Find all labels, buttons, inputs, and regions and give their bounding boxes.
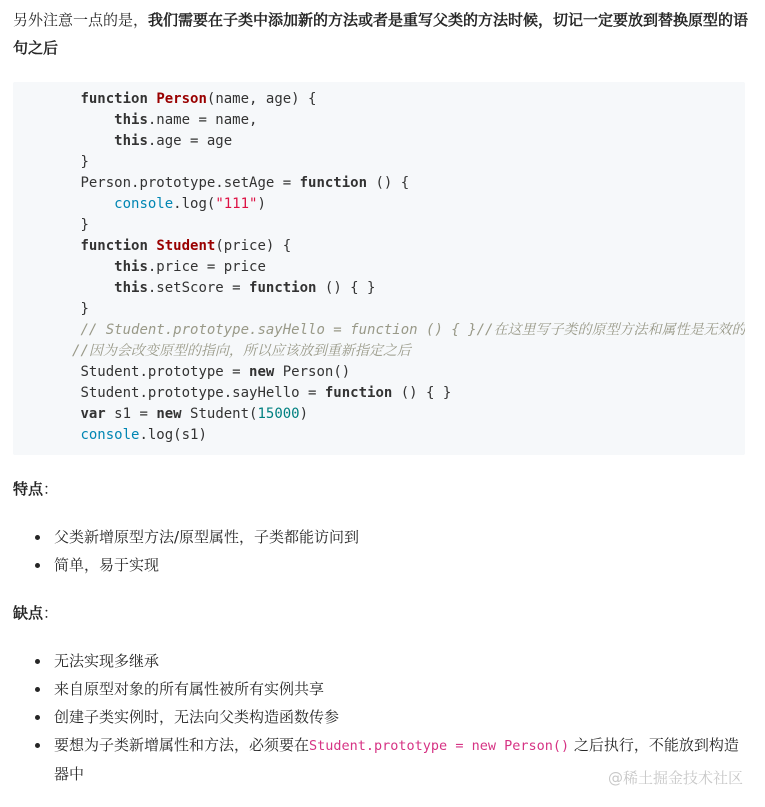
intro-paragraph xyxy=(13,6,753,62)
code-line xyxy=(13,383,745,404)
intro-bold: 我们需要在子类中添加新的方法或者是重写父类的方法时候，切记一定要放到替换原型的语句之后 xyxy=(13,11,749,57)
code-line xyxy=(13,131,745,152)
features-list xyxy=(13,523,359,579)
list-item: 创建子类实例时，无法向父类构造函数传参 xyxy=(13,703,753,731)
code-token: console xyxy=(114,196,174,212)
code-token: Student xyxy=(156,238,216,254)
intro-plain: 另外注意一点的是， xyxy=(13,11,149,29)
code-token: console xyxy=(80,427,140,443)
code-line xyxy=(13,257,745,278)
code-token: (price) { xyxy=(215,238,292,254)
code-block xyxy=(13,82,745,455)
list-item: 来自原型对象的所有属性被所有实例共享 xyxy=(13,675,753,703)
code-token: Person.prototype.setAge = xyxy=(80,175,300,191)
code-token: function xyxy=(299,175,368,191)
features-heading-text: 特点 xyxy=(13,480,44,498)
watermark: @稀土掘金技术社区 xyxy=(607,769,743,787)
code-token: } xyxy=(80,154,89,170)
features-heading xyxy=(13,478,58,499)
list-item: 简单，易于实现 xyxy=(13,551,359,579)
code-token: .age = age xyxy=(147,133,233,149)
code-token: () { } xyxy=(392,385,452,401)
code-token: () { xyxy=(367,175,410,191)
code-token: this xyxy=(114,259,148,275)
code-token: s1 = xyxy=(105,406,157,422)
code-token: this xyxy=(114,280,148,296)
code-line xyxy=(13,341,745,362)
code-token: .log(s1) xyxy=(139,427,207,443)
code-content xyxy=(13,89,745,446)
code-line xyxy=(13,236,745,257)
code-token: Student.prototype.sayHello = xyxy=(80,385,325,401)
code-token: function xyxy=(80,238,148,254)
code-token: .setScore = xyxy=(147,280,250,296)
drawbacks-heading xyxy=(13,602,58,623)
code-token: Person xyxy=(156,91,207,107)
code-token: } xyxy=(80,217,89,233)
code-line xyxy=(13,110,745,131)
code-token: function xyxy=(80,91,148,107)
list-item: 无法实现多继承 xyxy=(13,647,753,675)
code-token: new xyxy=(156,406,182,422)
drawbacks-heading-text: 缺点 xyxy=(13,604,44,622)
code-token: () { } xyxy=(316,280,376,296)
code-token: .name = name, xyxy=(147,112,258,128)
code-token: function xyxy=(324,385,393,401)
code-line xyxy=(13,215,745,236)
features-colon: ： xyxy=(43,480,59,498)
code-line xyxy=(13,173,745,194)
code-line xyxy=(13,404,745,425)
code-token: 15000 xyxy=(257,406,300,422)
code-token: this xyxy=(114,112,148,128)
code-token: } xyxy=(80,301,89,317)
drawbacks-colon: ： xyxy=(43,604,59,622)
code-token: Student.prototype = xyxy=(80,364,250,380)
code-line xyxy=(13,425,745,446)
code-line xyxy=(13,194,745,215)
list-item-text: 之后执行，不能放到构造器中 xyxy=(54,736,739,783)
code-token: ) xyxy=(299,406,309,422)
code-comment: //因为会改变原型的指向，所以应该放到重新指定之后 xyxy=(72,343,411,359)
code-token: ) xyxy=(257,196,266,212)
inline-code: Student.prototype = new Person() xyxy=(309,738,570,754)
code-comment: // Student.prototype.sayHello = function () { }//在这里写子类的原型方法和属性是无效的 xyxy=(80,322,745,338)
code-token: new xyxy=(249,364,275,380)
code-token: .price = price xyxy=(147,259,266,275)
code-line xyxy=(13,89,745,110)
list-item-text: 要想为子类新增属性和方法，必须要在 xyxy=(54,736,310,754)
code-line xyxy=(13,362,745,383)
code-token: (name, age) { xyxy=(206,91,317,107)
code-line xyxy=(13,299,745,320)
code-line xyxy=(13,320,745,341)
code-line xyxy=(13,152,745,173)
list-item: 父类新增原型方法/原型属性，子类都能访问到 xyxy=(13,523,359,551)
code-line xyxy=(13,278,745,299)
code-token: this xyxy=(114,133,148,149)
code-token: "111" xyxy=(215,196,258,212)
code-token: var xyxy=(80,406,106,422)
code-token: .log( xyxy=(173,196,216,212)
code-token: function xyxy=(249,280,317,296)
code-token: Person() xyxy=(274,364,351,380)
code-token: Student( xyxy=(181,406,258,422)
